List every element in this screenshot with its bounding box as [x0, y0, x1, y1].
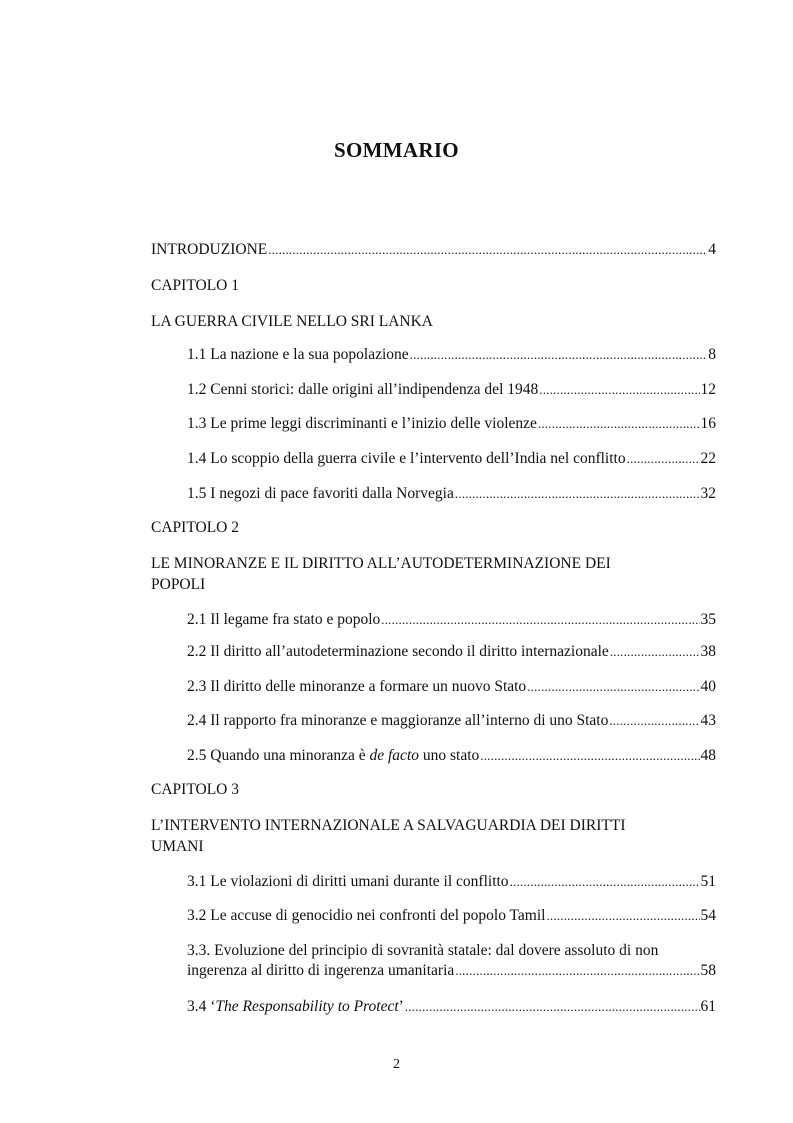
toc-entry-label: 1.4 Lo scoppio della guerra civile e l’intervento dell’India nel conflitto [187, 450, 626, 467]
toc-entry[interactable] [187, 642, 716, 662]
toc-entry-label-text: 2.5 Quando una minoranza è [187, 747, 370, 764]
toc-entry-multiline[interactable] [187, 940, 716, 981]
dot-leader [405, 997, 700, 1017]
chapter-number: CAPITOLO 1 [151, 277, 239, 294]
toc-entry-introduzione[interactable] [151, 240, 716, 260]
dot-leader [538, 414, 700, 434]
toc-entry[interactable] [187, 711, 716, 731]
dot-leader [546, 906, 699, 926]
dot-leader [609, 711, 699, 731]
toc-entry-page: 22 [700, 450, 716, 467]
toc-entry-label-text: ’ [398, 998, 404, 1015]
page-title: SOMMARIO [334, 138, 459, 162]
toc-entry[interactable] [187, 906, 716, 926]
chapter-number: CAPITOLO 2 [151, 519, 239, 536]
chapter-title: L’INTERVENTO INTERNAZIONALE A SALVAGUARDIA DEI DIRITTI UMANI [151, 817, 626, 855]
toc-entry-label-italic: de facto [369, 747, 419, 764]
toc-entry-label: 1.5 I negozi di pace favoriti dalla Norvegia [187, 485, 454, 502]
toc-entry-label: 1.1 La nazione e la sua popolazione [187, 346, 409, 363]
toc-entry[interactable] [187, 414, 716, 434]
toc-entry-label-line1: 3.3. Evoluzione del principio di sovranità statale: dal dovere assoluto di non [187, 942, 659, 959]
toc-entry-page: 12 [700, 381, 716, 398]
dot-leader [480, 746, 699, 766]
toc-entry-page: 48 [700, 747, 716, 764]
toc-entry-line2 [187, 961, 716, 981]
toc-entry-page: 16 [700, 415, 716, 432]
toc-entry[interactable] [187, 746, 716, 766]
toc-entry-page: 61 [700, 998, 716, 1015]
dot-leader [268, 240, 707, 260]
dot-leader [381, 610, 699, 630]
toc-entry[interactable] [187, 380, 716, 400]
dot-leader [539, 380, 699, 400]
toc-entry-label [187, 997, 404, 1017]
toc-entry-page: 43 [700, 712, 716, 729]
toc-entry-page: 35 [700, 611, 716, 628]
toc-entry[interactable] [187, 449, 716, 469]
dot-leader [410, 345, 708, 365]
toc-entry-page: 4 [708, 241, 716, 258]
toc-entry[interactable] [187, 677, 716, 697]
toc-entry-page: 32 [700, 485, 716, 502]
toc-entry-label-text: 3.4 ‘ [187, 998, 216, 1015]
toc-entry-page: 8 [708, 346, 716, 363]
toc-entry-label: INTRODUZIONE [151, 241, 268, 258]
dot-leader [610, 642, 700, 662]
toc-entry-label: 3.1 Le violazioni di diritti umani durante il conflitto [187, 873, 509, 890]
toc-entry[interactable] [187, 484, 716, 504]
toc-entry[interactable] [187, 997, 716, 1017]
page-number: 2 [393, 1057, 400, 1072]
chapter-title: LA GUERRA CIVILE NELLO SRI LANKA [151, 313, 433, 330]
toc-entry-page: 54 [700, 907, 716, 924]
toc-entry-page: 58 [700, 962, 716, 979]
toc-entry-label: 3.2 Le accuse di genocidio nei confronti del popolo Tamil [187, 907, 546, 924]
toc-entry-page: 38 [700, 643, 716, 660]
chapter-title: LE MINORANZE E IL DIRITTO ALL’AUTODETERMINAZIONE DEI POPOLI [151, 555, 611, 593]
toc-entry-label: 1.2 Cenni storici: dalle origini all’indipendenza del 1948 [187, 381, 539, 398]
toc-entry-label: 2.1 Il legame fra stato e popolo [187, 611, 381, 628]
toc-entry[interactable] [187, 610, 716, 630]
toc-entry-label-italic: The Responsability to Protect [215, 998, 399, 1015]
chapter-number: CAPITOLO 3 [151, 781, 239, 798]
dot-leader [527, 677, 699, 697]
toc-entry[interactable] [187, 345, 716, 365]
toc-entry-label: 1.3 Le prime leggi discriminanti e l’inizio delle violenze [187, 415, 537, 432]
toc-entry-label: 2.2 Il diritto all’autodeterminazione secondo il diritto internazionale [187, 643, 609, 660]
dot-leader [627, 449, 700, 469]
dot-leader [455, 961, 699, 981]
toc-entry-label: 2.3 Il diritto delle minoranze a formare un nuovo Stato [187, 678, 527, 695]
toc-entry-page: 40 [700, 678, 716, 695]
toc-entry[interactable] [187, 872, 716, 892]
toc-entry-label: 2.4 Il rapporto fra minoranze e maggioranze all’interno di uno Stato [187, 712, 609, 729]
dot-leader [455, 484, 700, 504]
toc-entry-page: 51 [700, 873, 716, 890]
toc-entry-label [187, 746, 479, 766]
toc-entry-label-line2: ingerenza al diritto di ingerenza umanitaria [187, 962, 455, 979]
dot-leader [510, 872, 700, 892]
toc-entry-label-text: uno stato [419, 747, 480, 764]
